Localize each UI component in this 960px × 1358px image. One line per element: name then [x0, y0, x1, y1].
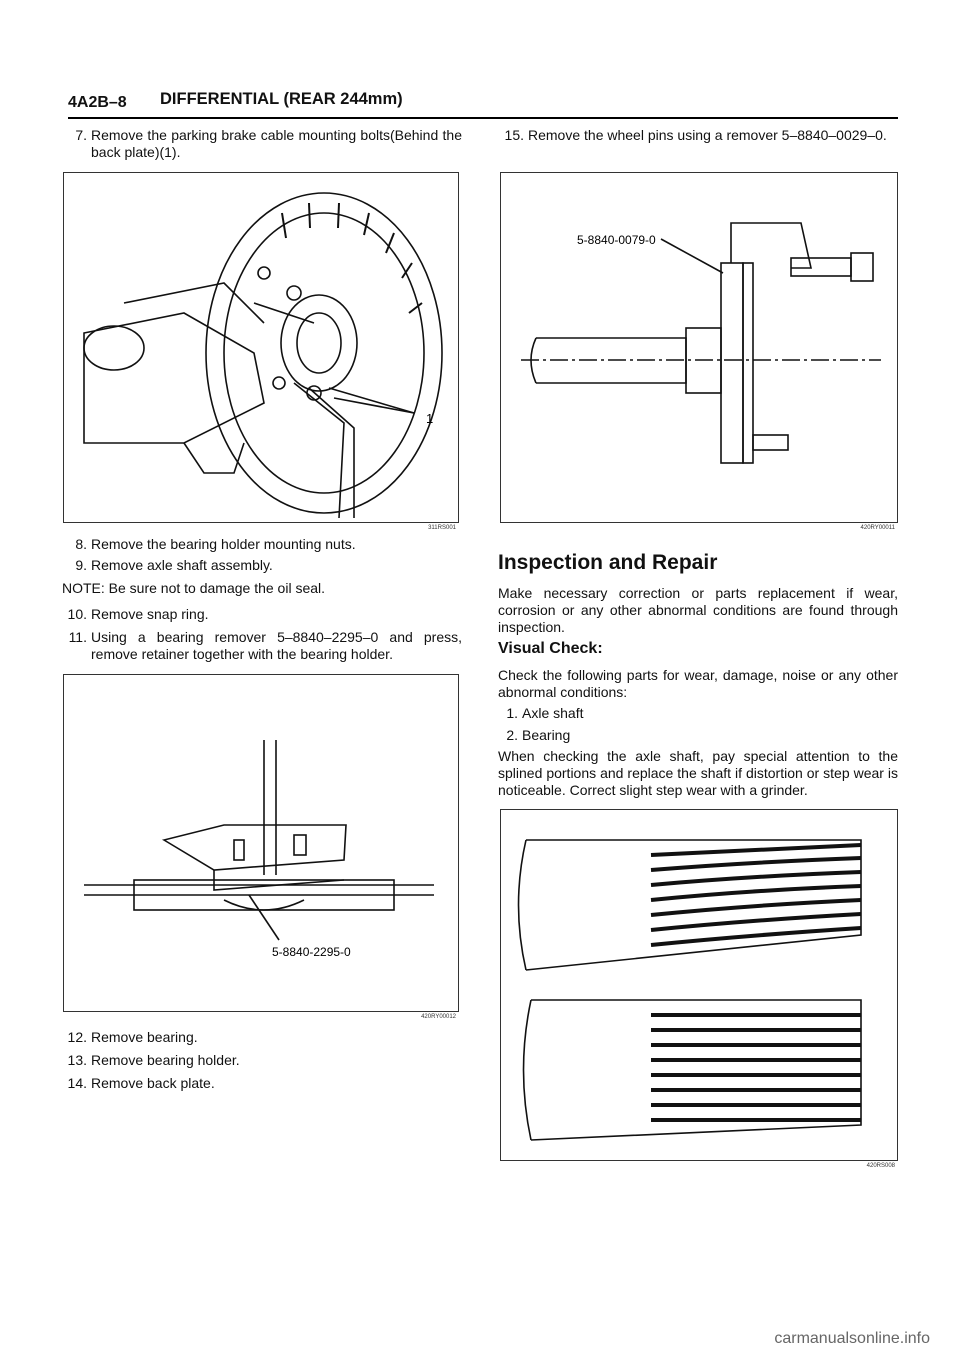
step-text: Remove bearing holder. — [91, 1052, 240, 1068]
step-number: 8. — [75, 536, 87, 552]
figure-code: 420RS008 — [866, 1163, 895, 1169]
step-number: 11. — [68, 629, 87, 645]
header-rule — [68, 117, 898, 119]
watermark: carmanualsonline.info — [774, 1330, 930, 1347]
step-text: Remove the wheel pins using a remover 5–8840–0029–0. — [528, 127, 887, 143]
item-1 — [498, 705, 898, 722]
step-9 — [62, 557, 462, 574]
subsection-title: Visual Check: — [498, 640, 603, 657]
step-10 — [62, 606, 462, 623]
section-paragraph: Make necessary correction or parts replacement if wear, corrosion or any other abnormal conditions are found through inspection. — [498, 585, 898, 635]
figure-code: 311RS001 — [428, 525, 456, 531]
step-number: 12. — [67, 1029, 87, 1045]
step-text: Remove back plate. — [91, 1075, 215, 1091]
step-text: Using a bearing remover 5–8840–2295–0 and press, remove retainer together with the bearing holder. — [91, 629, 462, 662]
brake-assembly-illustration — [64, 173, 458, 522]
step-number: 13. — [67, 1052, 87, 1068]
press-illustration — [64, 675, 458, 1011]
page-title: DIFFERENTIAL (REAR 244mm) — [160, 90, 403, 108]
step-text: Remove snap ring. — [91, 606, 209, 622]
item-text: Axle shaft — [522, 705, 584, 721]
step-15 — [498, 127, 898, 144]
page-code: 4A2B–8 — [68, 94, 127, 111]
figure-axle-splines — [500, 809, 898, 1169]
step-text: Remove the bearing holder mounting nuts. — [91, 536, 356, 552]
callout-1: 1 — [426, 411, 434, 426]
step-number: 7. — [75, 127, 87, 143]
tool-label: 5-8840-2295-0 — [272, 945, 351, 959]
step-12 — [62, 1029, 462, 1046]
step-number: 9. — [75, 557, 87, 573]
item-2 — [498, 727, 898, 744]
item-text: Bearing — [522, 727, 571, 743]
figure-bearing-remover — [63, 674, 459, 1020]
subsection-paragraph: Check the following parts for wear, damage, noise or any other abnormal conditions: — [498, 667, 898, 700]
hub-illustration — [501, 173, 897, 522]
figure-code: 420RY00012 — [421, 1014, 456, 1020]
step-text: Remove axle shaft assembly. — [91, 557, 273, 573]
step-14 — [62, 1075, 462, 1092]
figure-wheel-pin-remover — [500, 172, 898, 531]
step-7 — [62, 127, 462, 161]
step-text: Remove bearing. — [91, 1029, 198, 1045]
figure-code: 420RY00011 — [860, 525, 895, 531]
step-number: 14. — [67, 1075, 87, 1091]
step-11 — [62, 629, 462, 663]
step-13 — [62, 1052, 462, 1069]
splines-illustration — [501, 810, 897, 1160]
note-text: NOTE: Be sure not to damage the oil seal. — [62, 580, 326, 596]
step-number: 15. — [504, 127, 524, 143]
step-number: 10. — [67, 606, 87, 622]
item-number: 1. — [506, 705, 518, 721]
closing-paragraph: When checking the axle shaft, pay special attention to the splined portions and replace the shaft if distortion or step wear is noticeable. Correct slight step wear with a grinder. — [498, 748, 898, 798]
figure-brake-backplate — [63, 172, 459, 531]
item-number: 2. — [506, 727, 518, 743]
step-text: Remove the parking brake cable mounting bolts(Behind the back plate)(1). — [91, 127, 462, 160]
section-title: Inspection and Repair — [498, 551, 718, 574]
step-8 — [62, 536, 462, 553]
tool-label: 5-8840-0079-0 — [577, 233, 656, 247]
